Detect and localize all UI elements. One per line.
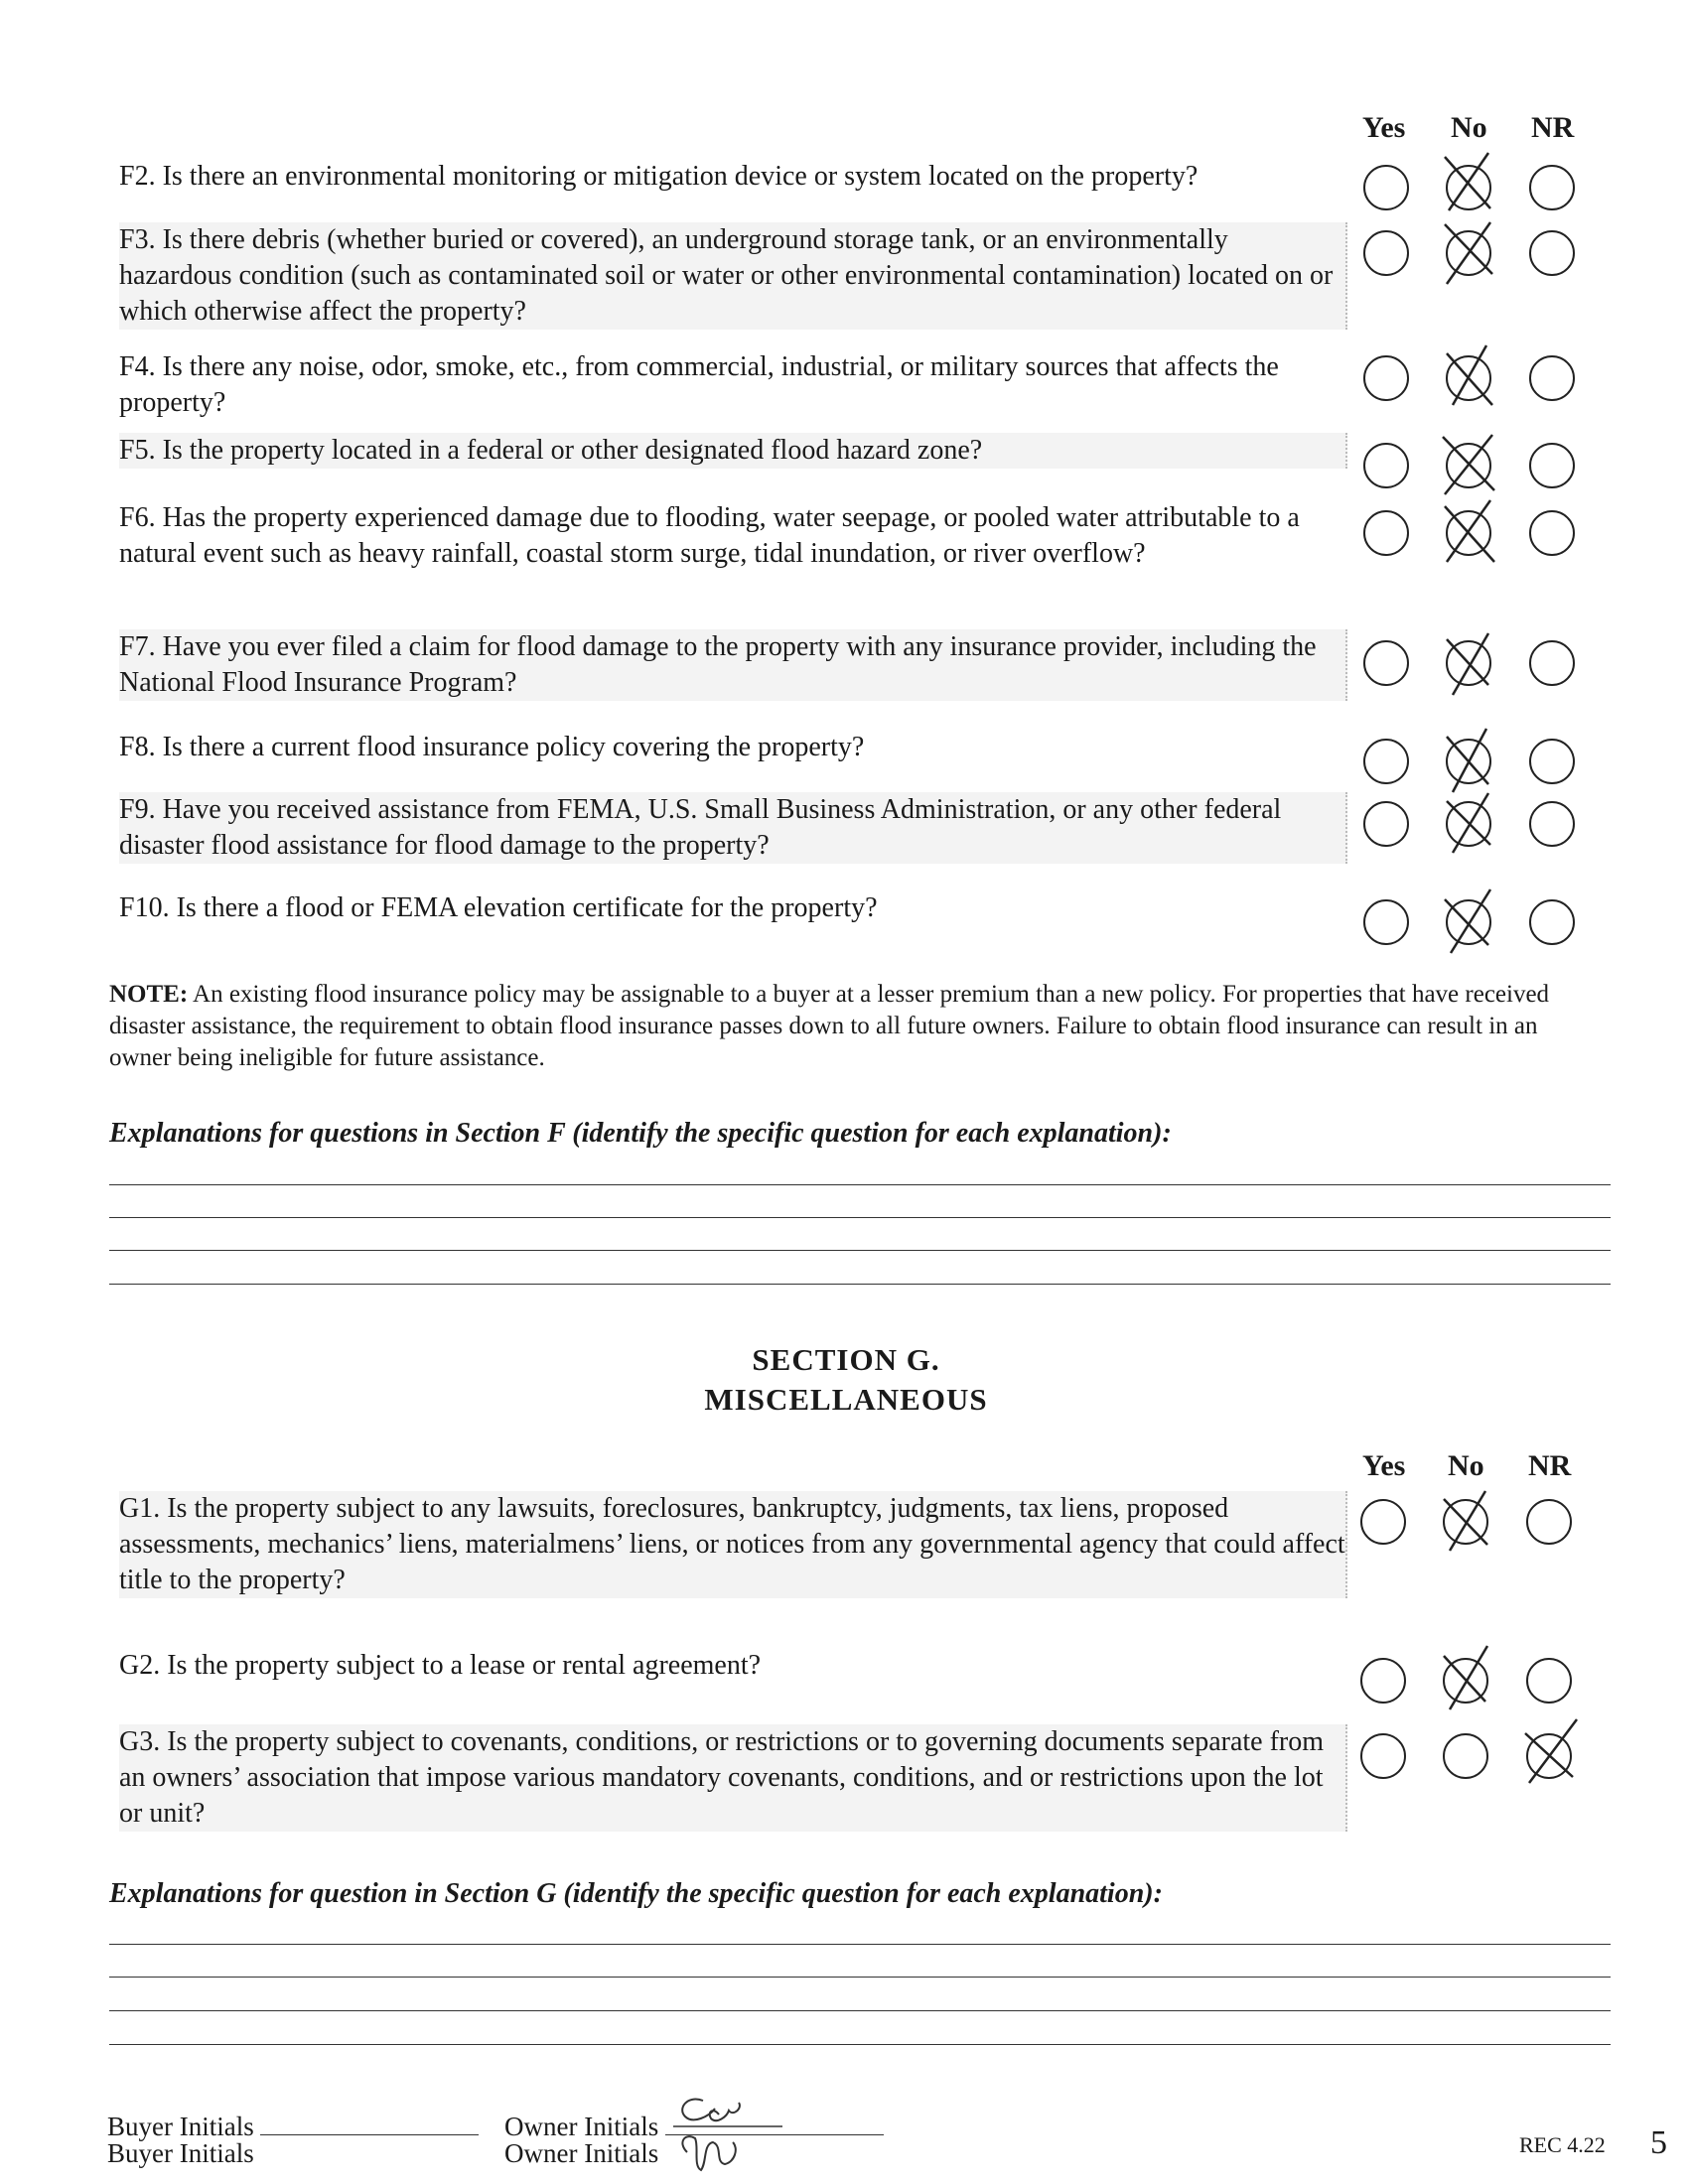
section-g-subtitle: MISCELLANEOUS bbox=[704, 1382, 988, 1417]
section-f-explanation-line-1[interactable] bbox=[109, 1184, 1611, 1185]
f10-check-mark-icon bbox=[1439, 887, 1498, 953]
section-g-explanation-line-3[interactable] bbox=[109, 2010, 1611, 2011]
f9-nr-radio[interactable] bbox=[1529, 801, 1575, 847]
f6-yes-radio[interactable] bbox=[1363, 510, 1409, 556]
column-header-nr: NR bbox=[1531, 111, 1575, 144]
g1-yes-radio[interactable] bbox=[1360, 1499, 1406, 1545]
section-g-explanation-prompt: Explanations for question in Section G (identify the specific question for each explanation): bbox=[109, 1878, 1163, 1909]
f7-yes-radio[interactable] bbox=[1363, 640, 1409, 686]
g-column-header-nr: NR bbox=[1528, 1449, 1572, 1482]
f3-check-mark-icon bbox=[1439, 218, 1498, 284]
buyer-initials-field-1[interactable] bbox=[260, 2107, 479, 2135]
f4-nr-radio[interactable] bbox=[1529, 355, 1575, 401]
f9-check-mark-icon bbox=[1439, 789, 1498, 855]
form-code: REC 4.22 bbox=[1519, 2132, 1606, 2157]
buyer-initials-label-1: Buyer Initials bbox=[107, 2112, 254, 2141]
f2-nr-radio[interactable] bbox=[1529, 165, 1575, 210]
buyer-initials-row-2 bbox=[107, 2138, 254, 2169]
g-column-header-no: No bbox=[1448, 1449, 1484, 1482]
column-header-no: No bbox=[1451, 111, 1487, 144]
f8-check-mark-icon bbox=[1439, 727, 1498, 792]
f4-check-mark-icon bbox=[1439, 343, 1498, 409]
question-f2-text: F2. Is there an environmental monitoring or mitigation device or system located on the property? bbox=[119, 161, 1198, 192]
f10-yes-radio[interactable] bbox=[1363, 899, 1409, 945]
owner-initials-label-2: Owner Initials bbox=[504, 2138, 659, 2168]
g3-no-radio[interactable] bbox=[1443, 1733, 1488, 1779]
section-f-explanation-line-4[interactable] bbox=[109, 1284, 1611, 1285]
f3-nr-radio[interactable] bbox=[1529, 230, 1575, 276]
f8-yes-radio[interactable] bbox=[1363, 739, 1409, 784]
column-header-yes: Yes bbox=[1362, 111, 1406, 144]
f2-check-mark-icon bbox=[1439, 149, 1498, 214]
buyer-initials-label-2: Buyer Initials bbox=[107, 2138, 254, 2168]
f5-nr-radio[interactable] bbox=[1529, 443, 1575, 488]
question-f10-text: F10. Is there a flood or FEMA elevation certificate for the property? bbox=[119, 892, 878, 923]
f3-yes-radio[interactable] bbox=[1363, 230, 1409, 276]
question-f6-text: F6. Has the property experienced damage due to flooding, water seepage, or pooled water attributable to a natural event such as heavy rainfall, coastal storm surge, tidal inundation, or river overflow? bbox=[119, 502, 1300, 569]
g1-check-mark-icon bbox=[1436, 1487, 1495, 1553]
owner-initials-signature bbox=[663, 2087, 802, 2182]
g2-yes-radio[interactable] bbox=[1360, 1658, 1406, 1704]
section-g-explanation-line-2[interactable] bbox=[109, 1977, 1611, 1978]
section-f-explanation-line-2[interactable] bbox=[109, 1217, 1611, 1218]
g2-nr-radio[interactable] bbox=[1526, 1658, 1572, 1704]
question-g3-text: G3. Is the property subject to covenants, conditions, or restrictions or to governing documents separate from an owners’ association that impose various mandatory covenants, conditions, and or restrictions upon the lot or unit? bbox=[119, 1724, 1347, 1832]
note-label: NOTE: bbox=[109, 981, 189, 1008]
note-text: An existing flood insurance policy may be assignable to a buyer at a lesser premium than a new policy. For properties that have received disaster assistance, the requirement to obtain flood insurance passes down to all future owners. Failure to obtain flood insurance can result in an owner being ineligible for future assistance. bbox=[109, 981, 1550, 1071]
f5-yes-radio[interactable] bbox=[1363, 443, 1409, 488]
f7-nr-radio[interactable] bbox=[1529, 640, 1575, 686]
f5-check-mark-icon bbox=[1439, 431, 1498, 496]
f8-nr-radio[interactable] bbox=[1529, 739, 1575, 784]
g1-nr-radio[interactable] bbox=[1526, 1499, 1572, 1545]
f9-yes-radio[interactable] bbox=[1363, 801, 1409, 847]
question-f9-text: F9. Have you received assistance from FEMA, U.S. Small Business Administration, or any other federal disaster flood assistance for flood damage to the property? bbox=[119, 792, 1347, 864]
question-g2-text: G2. Is the property subject to a lease or rental agreement? bbox=[119, 1650, 762, 1681]
section-g-title: SECTION G. bbox=[752, 1342, 940, 1377]
g2-check-mark-icon bbox=[1436, 1644, 1495, 1709]
f6-check-mark-icon bbox=[1439, 498, 1498, 564]
section-g-explanation-line-4[interactable] bbox=[109, 2044, 1611, 2045]
buyer-initials-row-1 bbox=[107, 2107, 479, 2142]
question-f4-text: F4. Is there any noise, odor, smoke, etc., from commercial, industrial, or military sources that affects the property? bbox=[119, 351, 1279, 418]
f7-check-mark-icon bbox=[1439, 629, 1498, 695]
flood-note bbox=[109, 979, 1599, 1074]
f2-yes-radio[interactable] bbox=[1363, 165, 1409, 210]
owner-initials-row-2 bbox=[504, 2138, 658, 2169]
question-f3-text: F3. Is there debris (whether buried or covered), an underground storage tank, or an environmentally hazardous condition (such as contaminated soil or water or other environmental contamination) located on or which otherwise affect the property? bbox=[119, 222, 1347, 330]
f6-nr-radio[interactable] bbox=[1529, 510, 1575, 556]
question-f5-text: F5. Is the property located in a federal or other designated flood hazard zone? bbox=[119, 433, 1347, 469]
f10-nr-radio[interactable] bbox=[1529, 899, 1575, 945]
g3-yes-radio[interactable] bbox=[1360, 1733, 1406, 1779]
g-column-header-yes: Yes bbox=[1362, 1449, 1406, 1482]
g3-check-mark-icon bbox=[1519, 1719, 1579, 1785]
question-f7-text: F7. Have you ever filed a claim for flood damage to the property with any insurance provider, including the National Flood Insurance Program? bbox=[119, 629, 1347, 701]
page-number: 5 bbox=[1650, 2124, 1667, 2161]
section-g-explanation-line-1[interactable] bbox=[109, 1944, 1611, 1945]
section-f-explanation-line-3[interactable] bbox=[109, 1250, 1611, 1251]
owner-initials-label-1: Owner Initials bbox=[504, 2112, 659, 2141]
section-f-explanation-prompt: Explanations for questions in Section F (identify the specific question for each explanation): bbox=[109, 1118, 1172, 1149]
question-f8-text: F8. Is there a current flood insurance policy covering the property? bbox=[119, 732, 865, 762]
question-g1-text: G1. Is the property subject to any lawsuits, foreclosures, bankruptcy, judgments, tax liens, proposed assessments, mechanics’ liens, materialmens’ liens, or notices from any governmental agency that could affect title to the property? bbox=[119, 1491, 1347, 1598]
f4-yes-radio[interactable] bbox=[1363, 355, 1409, 401]
